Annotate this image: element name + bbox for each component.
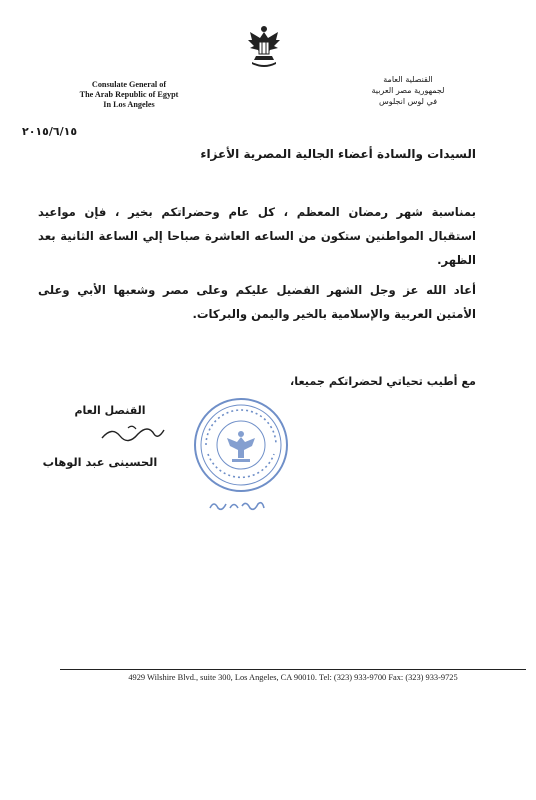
header-ar-line2: لجمهورية مصر العربية — [371, 86, 445, 95]
closing-line: مع أطيب تحياتي لحضراتكم جميعا، — [290, 375, 476, 388]
consulate-arabic-header — [348, 74, 468, 107]
header-en-line2: The Arab Republic of Egypt — [79, 90, 179, 99]
stamp-handwritten-number — [206, 498, 268, 514]
header-ar-line3: في لوس انجلوس — [378, 97, 438, 106]
consulate-english-header — [44, 80, 214, 110]
paragraph-office-hours: بمناسبة شهر رمضان المعظم ، كل عام وحضراتكم بخير ، فإن مواعيد استقبال المواطنين ستكون من الساعه العاشرة صباحا إلي الساعة الثانية بعد الظهر. — [38, 205, 476, 267]
signer-name: الحسينى عبد الوهاب — [42, 455, 158, 469]
header-ar-line1: القنصلية العامة — [383, 75, 433, 84]
footer-divider — [60, 669, 526, 670]
paragraph-greeting: أعاد الله عز وجل الشهر الفضيل عليكم وعلى مصر وشعبها الأبي وعلى الأمتين العربية والإسلامية بالخير واليمن والبركات. — [38, 283, 476, 321]
eagle-emblem-icon — [246, 24, 282, 68]
header-en-line3: In Los Angeles — [103, 100, 155, 109]
footer-address: 4929 Wilshire Blvd., suite 300, Los Angeles, CA 90010. Tel: (323) 933-9700 Fax: (323) 933-9725 — [128, 673, 458, 682]
official-stamp-seal — [192, 396, 290, 494]
handwritten-signature — [98, 420, 168, 446]
signer-title: القنصل العام — [74, 404, 146, 417]
salutation: السيدات والسادة أعضاء الجالية المصرية الأعزاء — [200, 147, 476, 161]
header-en-line1: Consulate General of — [91, 80, 167, 89]
letter-date: ٢٠١٥/٦/١٥ — [22, 125, 78, 138]
